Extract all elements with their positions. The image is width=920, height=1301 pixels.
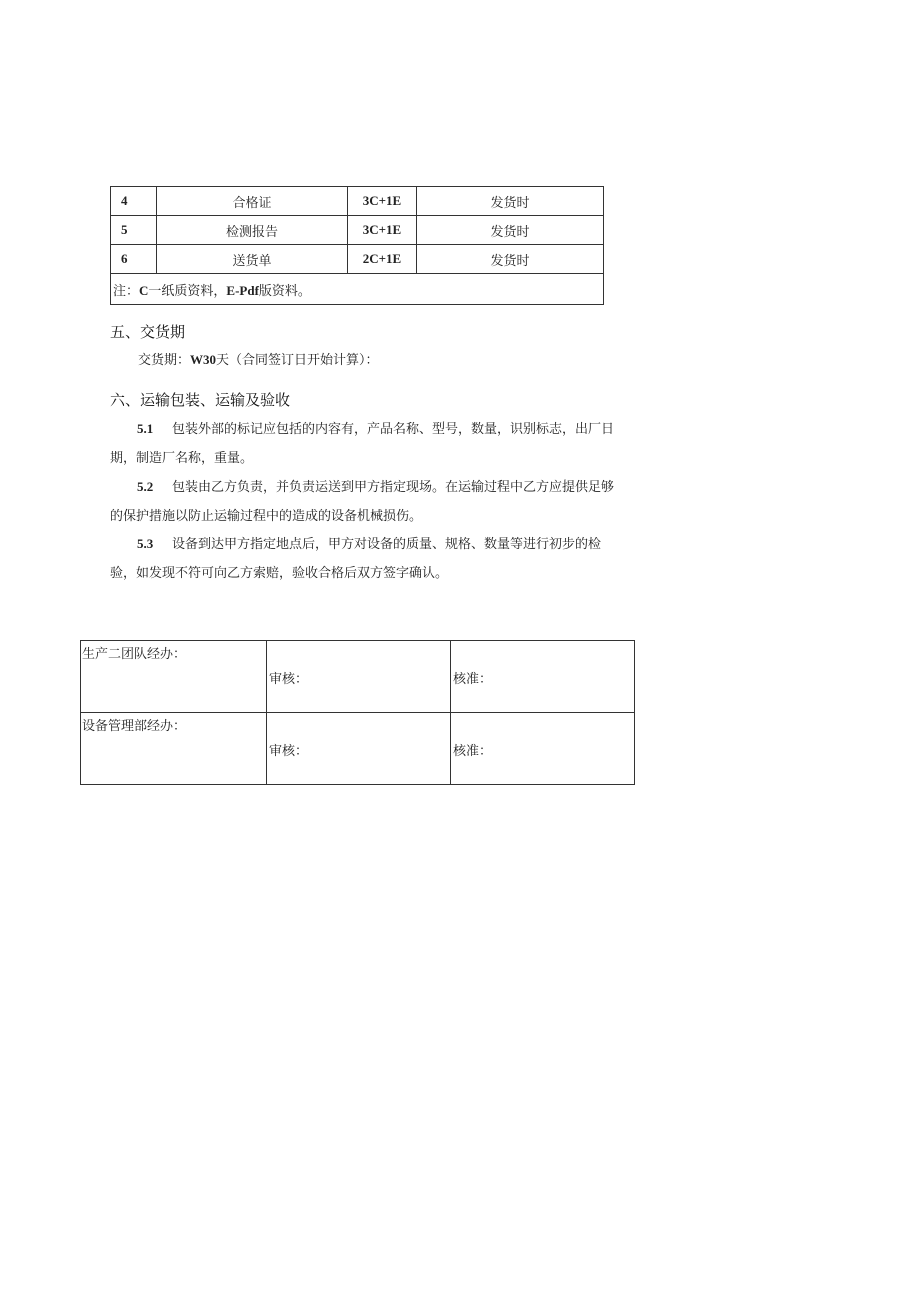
table-row [111,216,604,245]
row-number: 5 [111,216,157,245]
row-number: 6 [111,245,157,274]
clause-line [110,529,650,559]
delivery-period-label: 交货期： [138,353,191,368]
delivery-time: 发货时 [417,216,604,245]
note-prefix: 注： [113,283,140,299]
delivery-period [138,345,379,375]
document-name: 合格证 [157,187,348,216]
table-row [111,187,604,216]
clause-5-3 [110,529,650,588]
copies-count: 3C+1E [348,187,417,216]
clause-number: 5.2 [137,479,154,494]
clause-number: 5.3 [137,536,154,551]
dept-handler-cell [81,641,267,713]
table-note-row [111,274,604,305]
signature-table [80,640,635,785]
signature-row [81,641,635,713]
delivery-time: 发货时 [417,245,604,274]
dept-handler-label: 生产二团队经办： [82,647,187,662]
deliverables-table [110,186,604,305]
clause-text: 包装外部的标记应包括的内容有，产品名称、型号，数量，识别标志，出厂日 [172,422,615,437]
copies-count: 2C+1E [348,245,417,274]
clause-5-1 [110,414,650,473]
approve-cell [451,641,635,713]
delivery-period-suffix: 天（合同签订日开始计算）： [216,353,379,368]
document-name: 送货单 [157,245,348,274]
review-cell [267,641,451,713]
table-row [111,245,604,274]
dept-handler-cell [81,713,267,785]
note-e-text: 版资料。 [258,283,311,299]
review-label: 审核： [269,672,309,687]
approve-label: 核准： [453,672,493,687]
section6-heading: 六、运输包装、运输及验收 [110,391,291,409]
delivery-time: 发货时 [417,187,604,216]
clause-text-continued: 期，制造厂名称，重量。 [110,451,254,466]
signature-row [81,713,635,785]
note-c-code: C [139,282,149,298]
row-number: 4 [111,187,157,216]
section5-heading: 五、交货期 [110,323,186,341]
note-e-code: E-Pdf [226,282,259,298]
clause-5-2 [110,472,650,531]
clause-text: 设备到达甲方指定地点后，甲方对设备的质量、规格、数量等进行初步的检 [172,537,602,552]
clause-number: 5.1 [137,421,154,436]
dept-handler-label: 设备管理部经办： [82,719,187,734]
delivery-period-value: W30 [190,352,217,367]
review-label: 审核： [269,744,309,759]
clause-text: 包装由乙方负责，并负责运送到甲方指定现场。在运输过程中乙方应提供足够 [172,480,615,495]
copies-count: 3C+1E [348,216,417,245]
note-c-text: 一纸质资料， [148,283,227,299]
clause-text-continued: 的保护措施以防止运输过程中的造成的设备机械损伤。 [110,509,423,524]
clause-line [110,414,650,444]
document-name: 检测报告 [157,216,348,245]
clause-text-continued: 验，如发现不符可向乙方索赔，验收合格后双方签字确认。 [110,566,449,581]
approve-cell [451,713,635,785]
review-cell [267,713,451,785]
approve-label: 核准： [453,744,493,759]
table-note [111,274,604,305]
clause-line [110,472,650,502]
